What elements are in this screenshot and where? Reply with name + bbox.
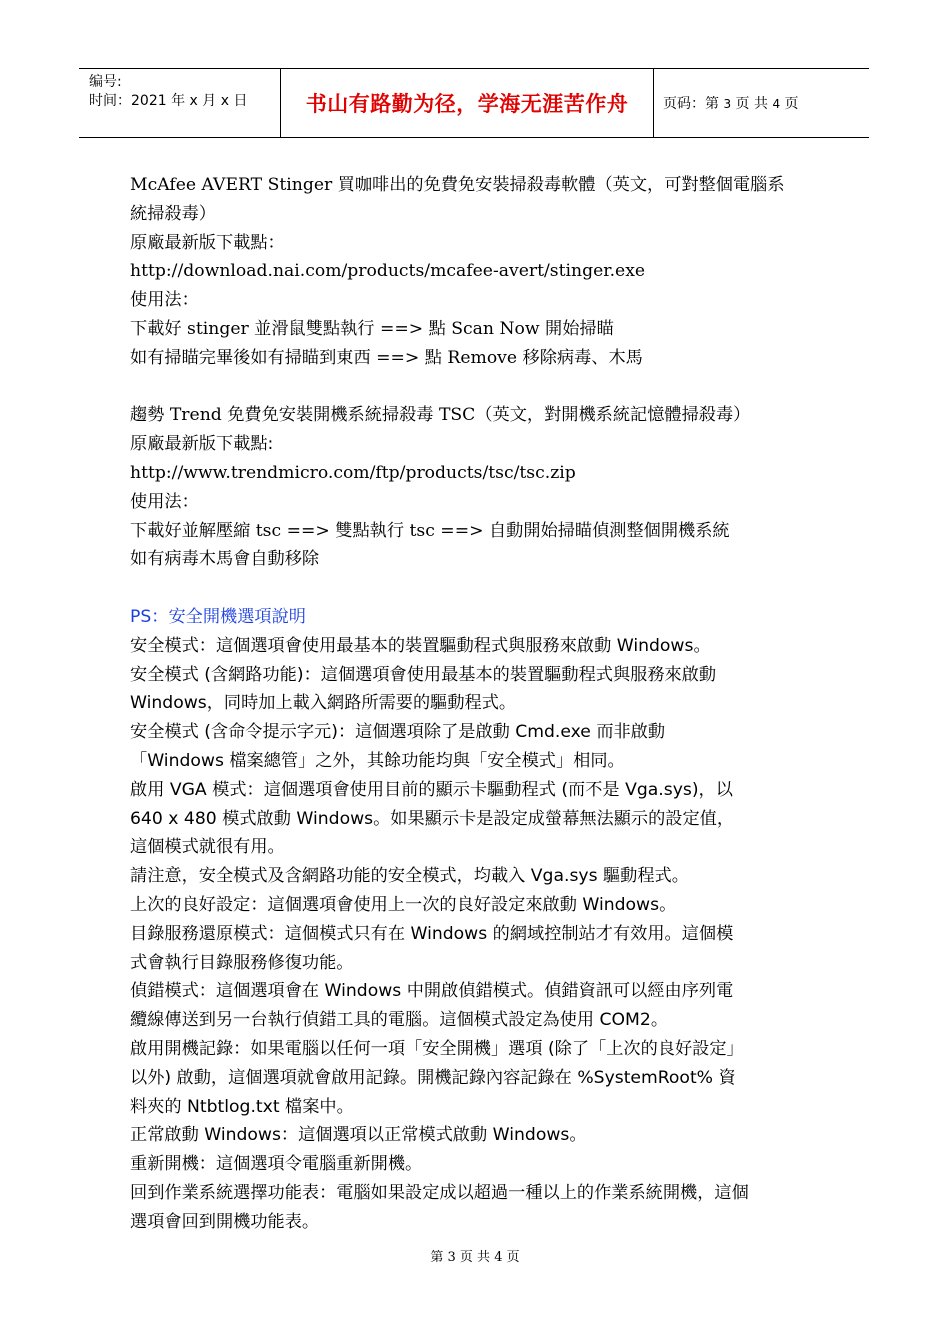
header-meta-cell [79, 69, 279, 137]
body-line: 安全模式：這個選項會使用最基本的裝置驅動程式與服務來啟動 Windows。 [130, 635, 711, 656]
download-link[interactable]: http://www.trendmicro.com/ftp/products/tsc/tsc.zip [130, 462, 576, 483]
body-line: 偵錯模式：這個選項會在 Windows 中開啟偵錯模式。偵錯資訊可以經由序列電 [130, 981, 734, 1002]
document-number-label: 编号: [89, 74, 122, 90]
body-line: McAfee AVERT Stinger 買咖啡出的免費免安裝掃殺毒軟體（英文，可對整個電腦系 [130, 175, 785, 195]
body-line: 請注意，安全模式及含網路功能的安全模式，均載入 Vga.sys 驅動程式。 [130, 866, 689, 887]
body-line: 正常啟動 Windows：這個選項以正常模式啟動 Windows。 [130, 1125, 587, 1146]
body-line: 原廠最新版下載點： [130, 232, 285, 253]
header-motto: 书山有路勤为径，学海无涯苦作舟 [305, 91, 629, 116]
body-line: 上次的良好設定：這個選項會使用上一次的良好設定來啟動 Windows。 [130, 894, 677, 915]
document-body [130, 171, 830, 1236]
page-footer: 第 3 页 共 4 页 [430, 1250, 520, 1265]
page-current-number: 3 [723, 97, 732, 111]
body-line: 安全模式 (含命令提示字元)：這個選項除了是啟動 Cmd.exe 而非啟動 [130, 722, 666, 743]
page-code-suffix: 页 [784, 96, 799, 112]
body-line: 安全模式 (含網路功能)：這個選項會使用最基本的裝置驅動程式與服務來啟動 [130, 664, 717, 685]
page-code-prefix: 页码：第 [663, 96, 719, 112]
page-code-mid: 页 共 [735, 96, 768, 112]
body-line: 重新開機：這個選項令電腦重新開機。 [130, 1154, 423, 1175]
body-line: 纜線傳送到另一台執行偵錯工具的電腦。這個模式設定為使用 COM2。 [130, 1010, 669, 1031]
body-line: 下載好並解壓縮 tsc ==> 雙點執行 tsc ==> 自動開始掃瞄偵測整個開機系統 [130, 520, 730, 541]
body-line: 目錄服務還原模式：這個模式只有在 Windows 的網域控制站才有效用。這個模 [130, 923, 734, 944]
body-line: 「Windows 檔案總管」之外，其餘功能均與「安全模式」相同。 [130, 750, 625, 771]
body-line: 式會執行目錄服務修復功能。 [130, 952, 354, 973]
body-line: 如有病毒木馬會自動移除 [130, 549, 320, 570]
body-line: 趨勢 Trend 免費免安裝開機系統掃殺毒 TSC（英文，對開機系統記憶體掃殺毒） [130, 405, 751, 426]
body-line: 下載好 stinger 並滑鼠雙點執行 ==> 點 Scan Now 開始掃瞄 [130, 318, 614, 339]
blank-line [130, 574, 830, 603]
page-total-number: 4 [772, 97, 781, 111]
body-line: 啟用 VGA 模式：這個選項會使用目前的顯示卡驅動程式 (而不是 Vga.sys)，以 [130, 779, 733, 800]
body-line: 使用法： [130, 290, 199, 311]
body-line: 回到作業系統選擇功能表：電腦如果設定成以超過一種以上的作業系統開機，這個 [130, 1182, 749, 1203]
header-page-cell [653, 69, 869, 137]
body-line: Windows，同時加上載入網路所需要的驅動程式。 [130, 693, 517, 714]
body-line: 這個模式就很有用。 [130, 837, 285, 858]
ps-heading: PS：安全開機選項說明 [130, 606, 306, 627]
body-line: 原廠最新版下載點: [130, 434, 274, 455]
download-link[interactable]: http://download.nai.com/products/mcafee-avert/stinger.exe [130, 261, 646, 282]
body-line: 料夾的 Ntbtlog.txt 檔案中。 [130, 1096, 354, 1117]
document-date: 时间：2021 年 x 月 x 日 [89, 93, 248, 109]
body-line: 選項會回到開機功能表。 [130, 1211, 320, 1232]
body-line: 啟用開機記錄：如果電腦以任何一項「安全開機」選項 (除了「上次的良好設定」 [130, 1038, 744, 1059]
page-header [79, 68, 869, 138]
header-page-code [663, 93, 799, 113]
blank-line [130, 373, 830, 402]
header-motto-cell [280, 69, 654, 137]
body-line: 如有掃瞄完畢後如有掃瞄到東西 ==> 點 Remove 移除病毒、木馬 [130, 347, 643, 368]
body-line: 使用法： [130, 491, 199, 512]
body-line: 統掃殺毒） [130, 203, 216, 224]
body-line: 640 x 480 模式啟動 Windows。如果顯示卡是設定成螢幕無法顯示的設定值， [130, 808, 735, 829]
body-line: 以外) 啟動，這個選項就會啟用記錄。開機記錄內容記錄在 %SystemRoot% 資 [130, 1067, 736, 1088]
